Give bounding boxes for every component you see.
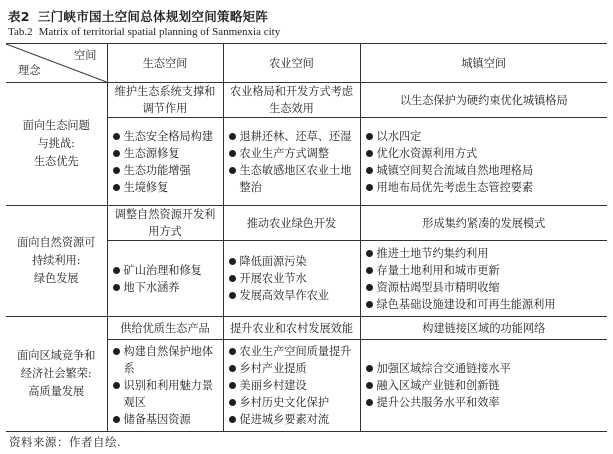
list-item: 以水四定: [365, 128, 604, 145]
row-header: [6, 206, 107, 317]
list-item: 矿山治理和修复: [112, 262, 219, 279]
column-header-urban: 城镇空间: [360, 44, 607, 83]
corner-label-space: 空间: [74, 49, 97, 62]
bullet-list: [112, 128, 219, 196]
row-header-line: 持续利用:: [31, 254, 81, 267]
list-item: 生态功能增强: [112, 162, 219, 179]
subhead-row: [6, 206, 607, 241]
strategy-subhead: 提升农业和农村发展效能: [223, 317, 360, 340]
row-header-line: 面向区域竞争和: [17, 349, 96, 362]
table-number-en: Tab.2: [8, 26, 33, 38]
table-number-cn: 表2: [8, 9, 30, 24]
list-item: 城镇空间契合流域自然地理格局: [365, 162, 604, 179]
row-header-line: 经济社会繁荣:: [20, 367, 92, 380]
strategy-subhead: 调整自然资源开发利用方式: [107, 206, 223, 241]
row-header: [6, 317, 107, 432]
list-item: 资源枯竭型县市精明收缩: [365, 279, 604, 296]
strategy-list-cell: [223, 241, 360, 317]
bullet-list: [228, 343, 356, 428]
table-title-cn: 三门峡市国土空间总体规划空间策略矩阵: [37, 9, 269, 24]
row-header-line: 面向生态问题: [22, 119, 90, 132]
source-note: 资料来源：作者自绘.: [9, 435, 122, 449]
column-header-ecological: 生态空间: [107, 44, 223, 83]
strategy-list-cell: [360, 118, 607, 206]
strategy-subhead: 供给优质生态产品: [107, 317, 223, 340]
strategy-subhead: 维护生态系统支撑和调节作用: [107, 83, 223, 118]
row-header: [6, 83, 107, 206]
subhead-row: [6, 317, 607, 340]
list-item: 绿色基础设施建设和可再生能源利用: [365, 296, 604, 313]
row-header-line: 绿色发展: [33, 272, 79, 285]
list-item: 用地布局优先考虑生态管控要素: [365, 179, 604, 196]
bullet-list: [228, 253, 356, 304]
list-item: 推进土地节约集约利用: [365, 245, 604, 262]
list-item: 加强区域综合交通链接水平: [365, 360, 604, 377]
list-item: 美丽乡村建设: [228, 377, 356, 394]
table-title-en: Matrix of territorial spatial planning of Sanmenxia city: [38, 26, 281, 38]
strategy-list-cell: [107, 241, 223, 317]
strategy-list-cell: [223, 340, 360, 432]
row-header-line: 高质量发展: [28, 385, 85, 398]
table-caption-cn: [8, 7, 268, 25]
strategy-subhead: 推动农业绿色开发: [223, 206, 360, 241]
list-item: 农业生产方式调整: [228, 145, 356, 162]
list-item: 融入区域产业链和创新链: [365, 377, 604, 394]
bullet-list: [112, 262, 219, 296]
bullet-list: [365, 360, 604, 411]
bullet-list: [112, 343, 219, 428]
bullet-list: [365, 128, 604, 196]
corner-cell: [6, 44, 107, 83]
corner-label-concept: 理念: [18, 64, 41, 77]
list-item: 构建自然保护地体系: [112, 343, 219, 377]
strategy-subhead: 构建链接区域的功能网络: [360, 317, 607, 340]
bullet-list: [365, 245, 604, 313]
list-item: 开展农业节水: [228, 270, 356, 287]
table-caption-en: [8, 26, 280, 38]
list-item: 生态源修复: [112, 145, 219, 162]
row-header-line: 面向自然资源可: [17, 236, 96, 249]
strategy-list-cell: [107, 118, 223, 206]
list-item: 识别和利用魅力景观区: [112, 377, 219, 411]
list-item: 乡村产业提质: [228, 360, 356, 377]
strategy-subhead: 农业格局和开发方式考虑生态效用: [223, 83, 360, 118]
list-item: 生态敏感地区农业土地整治: [228, 162, 356, 196]
list-item: 生境修复: [112, 179, 219, 196]
list-item: 降低面源污染: [228, 253, 356, 270]
list-item: 提升公共服务水平和效率: [365, 394, 604, 411]
header-row: [6, 44, 607, 83]
bullet-list: [228, 128, 356, 196]
strategy-list-cell: [223, 118, 360, 206]
row-header-line: 生态优先: [33, 155, 79, 168]
strategy-subhead: 形成集约紧凑的发展模式: [360, 206, 607, 241]
list-item: 储备基因资源: [112, 411, 219, 428]
list-item: 地下水涵养: [112, 279, 219, 296]
strategy-list-cell: [360, 241, 607, 317]
row-header-line: 与挑战:: [37, 137, 75, 150]
strategy-subhead: 以生态保护为硬约束优化城镇格局: [360, 83, 607, 118]
list-item: 存量土地利用和城市更新: [365, 262, 604, 279]
list-item: 促进城乡要素对流: [228, 411, 356, 428]
list-item: 农业生产空间质量提升: [228, 343, 356, 360]
strategy-list-cell: [360, 340, 607, 432]
list-item: 退耕还林、还草、还湿: [228, 128, 356, 145]
list-item: 乡村历史文化保护: [228, 394, 356, 411]
strategy-matrix-table: [6, 43, 607, 432]
list-item: 生态安全格局构建: [112, 128, 219, 145]
subhead-row: [6, 83, 607, 118]
column-header-agricultural: 农业空间: [223, 44, 360, 83]
list-item: 优化水资源利用方式: [365, 145, 604, 162]
strategy-list-cell: [107, 340, 223, 432]
list-item: 发展高效旱作农业: [228, 287, 356, 304]
